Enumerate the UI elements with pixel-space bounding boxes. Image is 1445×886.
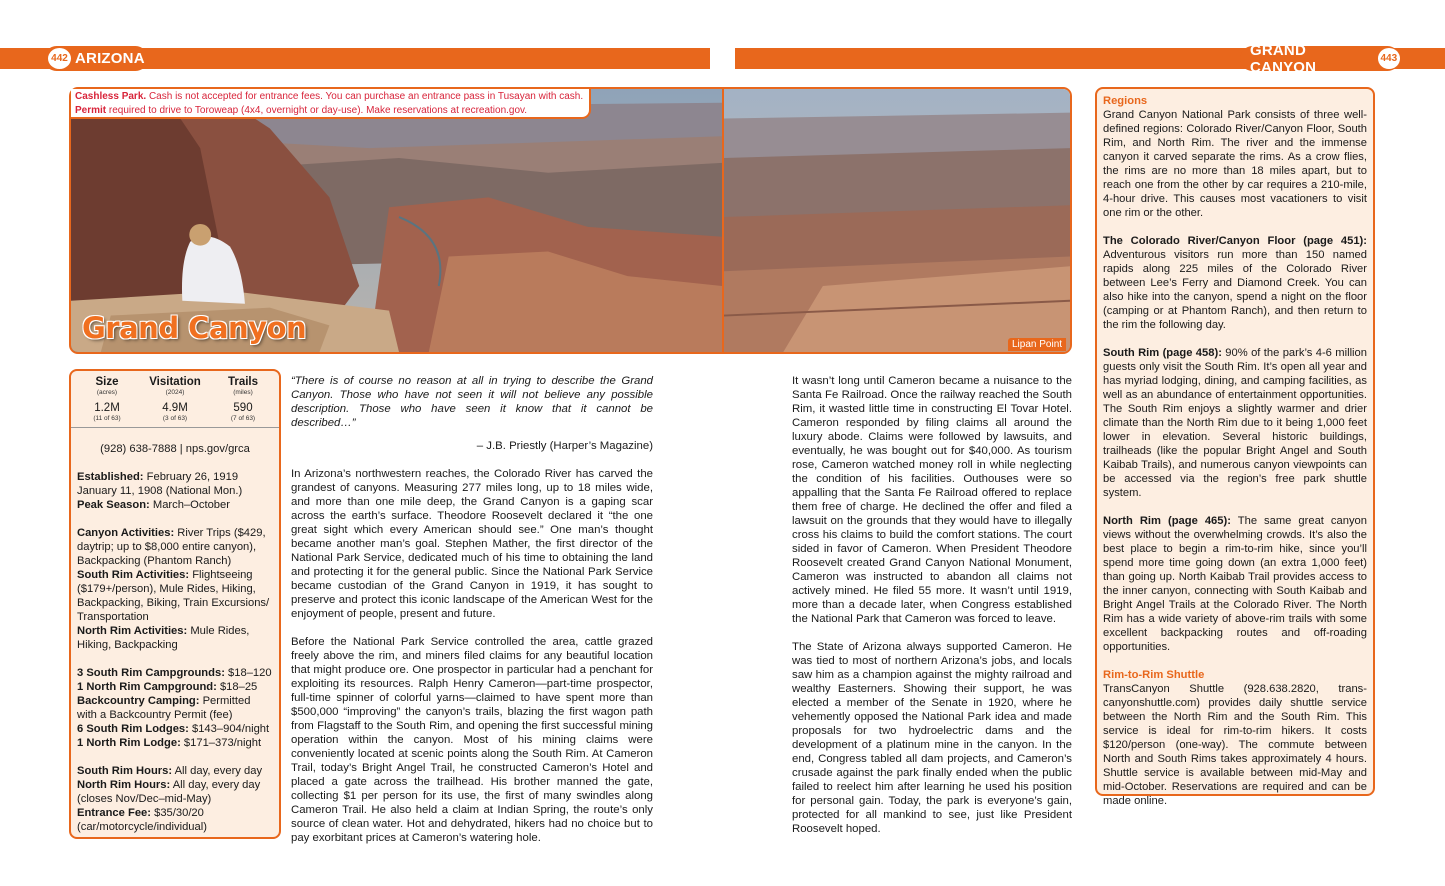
stat-label: Trails: [227, 376, 259, 388]
stat-rank: (11 of 63): [93, 415, 121, 422]
north-rim-activities-label: North Rim Activities:: [77, 625, 188, 637]
north-lodge-value: $171–373/night: [180, 737, 262, 749]
opening-quote: “There is of course no reason at all in trying to describe the Grand Canyon. Those who have not seen it will not believe any possible description. Those who have seen it know that it cannot be described…”: [291, 375, 653, 429]
south-rim-activities-label: South Rim Activities:: [77, 569, 190, 581]
north-lodge-label: 1 North Rim Lodge:: [77, 737, 181, 749]
permit-notice: [75, 104, 585, 118]
peak-season-value: March–October: [149, 499, 230, 511]
north-rim-region: [1103, 514, 1367, 654]
stat-unit: (acres): [96, 389, 118, 396]
south-lodges-value: $143–904/night: [188, 723, 270, 735]
south-rim-label: South Rim (page 458):: [1103, 347, 1222, 359]
cashless-label: Cashless Park.: [75, 91, 147, 102]
page-title: Grand Canyon: [82, 311, 307, 345]
backcountry-label: Backcountry Camping:: [77, 695, 200, 707]
left-section-title: ARIZONA: [75, 50, 145, 67]
stats-row: [71, 371, 279, 428]
south-rim-activities-value: Flightseeing ($179+/person), Mule Rides, Hiking, Backpacking, Biking, Train Excursions/ Transportation: [77, 569, 270, 623]
canyon-activities-label: Canyon Activities:: [77, 527, 175, 539]
north-hours-label: North Rim Hours:: [77, 779, 171, 791]
north-rim-activities-value: Mule Rides, Hiking, Backpacking: [77, 625, 250, 651]
body-paragraph: In Arizona’s northwestern reaches, the Colorado River has carved the grandest of canyons. Measuring 277 miles long, up to 18 miles wide, and more than one mile deep, the Grand Canyon is a gaping scar across the earth’s surface. Theodore Roosevelt declared it “the one great sight which every American should see.” One man’s thought became another man’s goal. Stephen Mather, the first director of the National Park Service, dedicated much of his time to obtaining the land and protecting it for the general public. Since the National Park Service became custodian of the Grand Canyon in 1919, it has sought to preserve and protect this iconic landscape of the American West for the enjoyment of people, present and future.: [291, 468, 653, 620]
north-campground-value: $18–25: [216, 681, 258, 693]
south-hours-label: South Rim Hours:: [77, 765, 173, 777]
regions-text: Grand Canyon National Park consists of three well-defined regions: Colorado River/Canyon Floor, South Rim, and North Rim. The river and the immense canyon it carved separate the rims. As a crow flies, the rims are no more than 18 miles apart, but to reach one from the other by car requires a 210-mile, 4-hour drive. This causes most vacationers to visit one rim or the other.: [1103, 109, 1367, 219]
stat-unit: (miles): [233, 389, 253, 396]
right-section-tab: [1240, 41, 1400, 76]
cashless-notice: [75, 90, 585, 104]
left-page-number: 442: [48, 48, 71, 69]
regions-sidebar: [1095, 87, 1375, 807]
quote-attribution: – J.B. Priestly (Harper’s Magazine): [476, 440, 653, 452]
entrance-fee-label: Entrance Fee:: [77, 807, 151, 819]
hours-block: [77, 764, 273, 834]
river-region-text: Adventurous visitors run more than 150 named rapids along 225 miles of the Colorado River between Lee’s Ferry and Diamond Creek. You can also hike into the canyon, spend a night on the floor (camping or at Phantom Ranch), and then return to the rim the following day.: [1103, 249, 1367, 331]
stat-rank: (7 of 63): [230, 415, 256, 422]
park-info-box: [69, 369, 281, 839]
river-region: [1103, 234, 1367, 332]
body-paragraph: Before the National Park Service controlled the area, cattle grazed freely above the rim, and miners filed claims for any beautiful location that might produce ore. One prospector in particular had a penchant for exploiting its resources. Ralph Henry Cameron—part-time prospector, full-time spinner of colorful yarns—claimed to have spent more than $500,000 “improving” the canyon’s trails, blazing the first wagon path from Flagstaff to the South Rim, and opening the first successful mining operation within the canyon. Most of his mining claims were conveniently located at scenic points along the South Rim. At Cameron Trail, today’s Bright Angel Trail, he constructed Cameron’s Hotel and placed a gate across the trailhead. His brother manned the gate, collecting $1 per person for its use, the first of many swindles along Cameron Trail. He also held a claim at Indian Spring, the route’s only source of clean water. Hot and dehydrated, hikers had no choice but to pay exorbitant prices at Cameron’s watering hole.: [291, 636, 653, 844]
permit-text: required to drive to Toroweap (4x4, overnight or day-use). Make reservations at recreation.gov.: [106, 104, 528, 116]
stat-size: [73, 376, 141, 423]
north-hours-value: All day, every day (closes Nov/Dec–mid-May): [77, 779, 261, 805]
south-lodges-label: 6 South Rim Lodges:: [77, 723, 189, 735]
north-rim-label: North Rim (page 465):: [1103, 515, 1231, 527]
south-campgrounds-value: $18–120: [224, 667, 272, 679]
stat-value: 590: [233, 402, 253, 414]
backcountry-value: Permitted with a Backcountry Permit (fee): [77, 695, 251, 721]
body-paragraph: It wasn’t long until Cameron became a nuisance to the Santa Fe Railroad. Once the railway reached the South Rim, it wasted little time in constructing El Tovar Hotel. Cameron responded by filing claims all around the luxury abode. Claims were followed by lawsuits, and eventually, he was bought out for $40,000. As tourism rose, Cameron watched money roll in while neglecting the condition of his facilities. Outhouses were so appalling that the Santa Fe Railroad offered to replace them free of charge. He declined the offer and filed a lawsuit on the grounds that they would have to illegally cross his claims to build the comfort stations. The court sided in favor of Cameron. When President Theodore Roosevelt created Grand Canyon National Monument, Cameron was instructed to abandon all claims not actively mined. He filed 55 more. It wasn’t until 1919, more than a decade later, when Congress established the National Park that Cameron was forced to leave.: [792, 375, 1072, 625]
body-column-1: [291, 374, 653, 859]
monument-date: January 11, 1908 (National Mon.): [77, 485, 243, 497]
cashless-text: Cash is not accepted for entrance fees. You can purchase an entrance pass in Tusayan with cash.: [146, 91, 584, 102]
north-campground-label: 1 North Rim Campground:: [77, 681, 217, 693]
dates-block: [77, 470, 273, 512]
canyon-activities-value: River Trips ($429, daytrip; up to $8,000 entire canyon), Backpacking (Phantom Ranch): [77, 527, 266, 567]
contact-line: (928) 638-7888 | nps.gov/grca: [100, 443, 250, 455]
stat-label: Size: [95, 376, 119, 388]
stat-visitation: [141, 376, 209, 423]
left-section-tab: [44, 46, 148, 71]
body-column-2: [792, 374, 1072, 850]
stat-unit: (2024): [165, 389, 185, 396]
stat-trails: [209, 376, 277, 423]
shuttle-heading: Rim-to-Rim Shuttle: [1103, 669, 1205, 681]
right-page-number: 443: [1378, 48, 1400, 69]
south-hours-value: All day, every day: [172, 765, 263, 777]
stat-value: 4.9M: [162, 402, 188, 414]
stat-rank: (3 of 63): [162, 415, 188, 422]
canyon-photo-right: [722, 87, 1072, 354]
lodging-block: [77, 666, 273, 750]
river-region-label: The Colorado River/Canyon Floor (page 451):: [1103, 235, 1367, 247]
stat-label: Visitation: [149, 376, 201, 388]
right-section-title: GRAND CANYON: [1250, 41, 1317, 76]
activities-block: [77, 526, 273, 652]
notice-box: [71, 89, 591, 119]
peak-season-label: Peak Season:: [77, 499, 150, 511]
stat-value: 1.2M: [94, 402, 120, 414]
entrance-fee-value: $35/30/20 (car/motorcycle/individual): [77, 807, 207, 833]
south-rim-region: [1103, 346, 1367, 500]
photo-caption: Lipan Point: [1008, 338, 1066, 351]
shuttle-text: TransCanyon Shuttle (928.638.2820, trans-canyonshuttle.com) provides daily shuttle service between the North Rim and the South Rim. This service is ideal for rim-to-rim hikers. It costs $120/person (one-way). The commute between North and South Rims takes approximately 4 hours. Shuttle service is available between mid-May and mid-October. Reservations are required and can be made online.: [1103, 683, 1367, 807]
established-label: Established:: [77, 471, 144, 483]
south-rim-text: 90% of the park’s 4-6 million guests only visit the South Rim. It’s open all year and has myriad lodging, dining, and camping facilities, as well as an abundance of entertainment opportunities. The South Rim enjoys a slightly warmer and drier climate than the North Rim due to it being 1,000 feet lower in elevation. Several historic buildings, trailheads (like the popular Bright Angel and South Kaibab Trails), and numerous canyon viewpoints can be accessed via the region’s free park shuttle system.: [1103, 347, 1367, 499]
permit-label: Permit: [75, 104, 107, 116]
south-campgrounds-label: 3 South Rim Campgrounds:: [77, 667, 225, 679]
north-rim-text: The same great canyon views without the overwhelming crowds. It’s also the best place to begin a rim-to-rim hike, since you’ll spend more time going down (an extra 1,000 feet) than going up. North Kaibab Trail provides access to the inner canyon, connecting with South Kaibab and Bright Angel Trails at the Colorado River. The North Rim has a wide variety of above-rim trails with some excellent backpacking routes and off-roading opportunities.: [1103, 515, 1367, 653]
established-value: February 26, 1919: [143, 471, 239, 483]
body-paragraph: The State of Arizona always supported Cameron. He was tied to most of northern Arizona’s jobs, and locals saw him as a champion against the mighty railroad and wealthy Easterners. Showing their support, he was elected a member of the Senate in 1920, where he vehemently opposed the National Park idea and made proposals for two hydroelectric dams and the development of a platinum mine in the canyon. In the end, Congress tabled all dam projects, and Cameron’s crusade against the park finally ended when the public failed to reelect him after learning he used his position for personal gain. Today, the park is everyone’s gain, protected for all mankind to see, just like President Roosevelt hoped.: [792, 641, 1072, 835]
regions-heading: Regions: [1103, 95, 1148, 107]
